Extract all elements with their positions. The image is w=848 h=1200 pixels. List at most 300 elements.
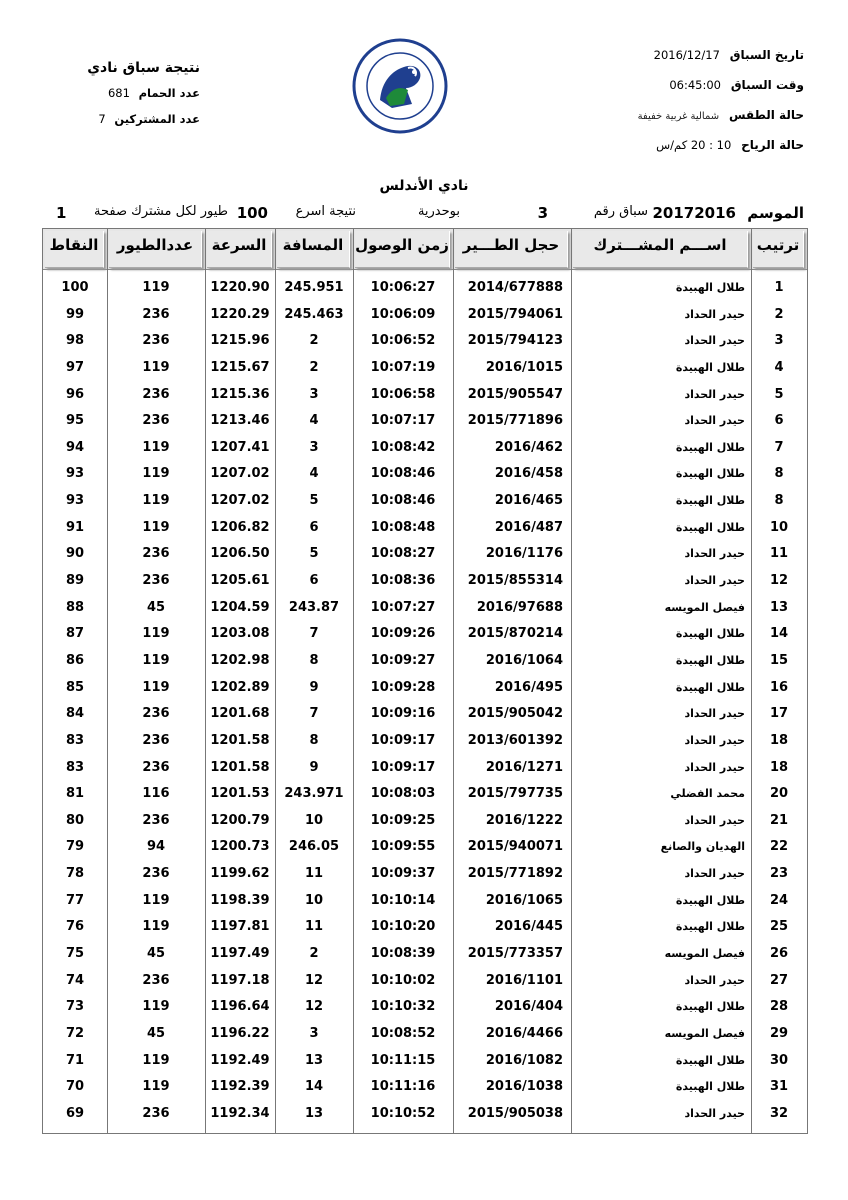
name-cell: طلال الهبيدة xyxy=(675,653,745,667)
club-name: نادي الأندلس xyxy=(379,178,469,194)
wind-value: 10 : 20 كم/س xyxy=(656,138,732,152)
table-row xyxy=(43,781,807,808)
season-value-wrap xyxy=(653,204,737,222)
arrival-cell: 10:06:09 xyxy=(370,306,436,322)
ring-cell: 2015/940071 xyxy=(467,839,563,855)
birds-cell: 119 xyxy=(142,1079,170,1095)
name-cell: طلال الهبيدة xyxy=(675,520,745,534)
rank-cell: 29 xyxy=(769,1025,789,1041)
race-time: 06:45:00 xyxy=(669,78,721,92)
result-title: نتيجة سباق نادي xyxy=(87,60,200,76)
ring-cell: 2015/794061 xyxy=(467,306,563,322)
birds-cell: 119 xyxy=(142,892,170,908)
table-header xyxy=(43,229,807,270)
birds-cell: 119 xyxy=(142,280,170,295)
table-row xyxy=(43,435,807,462)
rank-cell: 1 xyxy=(774,280,784,295)
name-cell: طلال الهبيدة xyxy=(675,1053,745,1067)
table-row xyxy=(43,1048,807,1075)
name-cell: حيدر الحداد xyxy=(684,707,745,721)
distance-cell: 14 xyxy=(304,1079,324,1095)
points-cell: 99 xyxy=(65,306,85,322)
rank-cell: 5 xyxy=(774,386,784,402)
rank-cell: 15 xyxy=(769,652,789,668)
race-time-label: وقت السباق xyxy=(730,78,804,92)
distance-cell: 3 xyxy=(309,439,319,455)
col-rank: ترتيب xyxy=(753,231,804,268)
table-row xyxy=(43,568,807,595)
ring-cell: 2015/905547 xyxy=(467,386,563,402)
rank-cell: 2 xyxy=(774,306,784,322)
speed-cell: 1220.90 xyxy=(210,280,270,295)
distance-cell: 4 xyxy=(309,413,319,429)
speed-cell: 1201.58 xyxy=(210,759,270,775)
points-cell: 70 xyxy=(65,1079,85,1095)
rank-cell: 26 xyxy=(769,946,789,962)
arrival-cell: 10:07:27 xyxy=(370,599,436,615)
name-cell: طلال الهبيدة xyxy=(675,281,745,294)
speed-cell: 1215.96 xyxy=(210,333,270,349)
ring-cell: 2016/465 xyxy=(494,493,563,509)
rank-cell: 13 xyxy=(769,599,789,615)
speed-cell: 1198.39 xyxy=(210,892,270,908)
birds-cell: 119 xyxy=(142,493,170,509)
points-cell: 83 xyxy=(65,732,85,748)
participants-count: 7 xyxy=(98,112,106,126)
speed-cell: 1202.89 xyxy=(210,679,270,695)
arrival-cell: 10:09:26 xyxy=(370,626,436,642)
points-cell: 77 xyxy=(65,892,85,908)
ring-cell: 2015/905042 xyxy=(467,706,563,722)
distance-cell: 8 xyxy=(309,652,319,668)
table-row xyxy=(43,994,807,1021)
name-cell: محمد الفضلي xyxy=(670,787,745,801)
name-cell: حيدر الحداد xyxy=(684,1106,745,1120)
table-row xyxy=(43,808,807,835)
table-row xyxy=(43,488,807,515)
rank-cell: 16 xyxy=(769,679,789,695)
speed-cell: 1200.79 xyxy=(210,812,270,828)
points-cell: 84 xyxy=(65,706,85,722)
points-cell: 71 xyxy=(65,1052,85,1068)
name-cell: طلال الهبيدة xyxy=(675,920,745,934)
points-cell: 75 xyxy=(65,946,85,962)
birds-cell: 236 xyxy=(142,386,170,402)
name-cell: طلال الهبيدة xyxy=(675,440,745,454)
rank-cell: 32 xyxy=(769,1105,789,1121)
birds-cell: 119 xyxy=(142,359,170,375)
ring-cell: 2016/1015 xyxy=(485,359,563,375)
name-cell: فيصل المويسه xyxy=(664,1026,745,1040)
name-cell: طلال الهبيدة xyxy=(675,680,745,694)
rank-cell: 18 xyxy=(769,759,789,775)
table-row xyxy=(43,621,807,648)
table-row xyxy=(43,675,807,702)
arrival-cell: 10:08:42 xyxy=(370,439,436,455)
ring-cell: 2014/677888 xyxy=(467,280,563,295)
table-row xyxy=(43,515,807,542)
season-label: الموسم xyxy=(747,204,804,222)
col-arrival: زمن الوصول xyxy=(355,231,450,268)
race-no-label: سباق رقم xyxy=(593,204,648,219)
table-row xyxy=(43,701,807,728)
name-cell: حيدر الحداد xyxy=(684,574,745,588)
name-cell: فيصل المويسه xyxy=(664,947,745,961)
table-row xyxy=(43,1101,807,1128)
points-cell: 98 xyxy=(65,333,85,349)
col-birds: عددالطيور xyxy=(109,231,202,268)
ring-cell: 2016/1271 xyxy=(485,759,563,775)
distance-cell: 13 xyxy=(304,1052,324,1068)
table-row xyxy=(43,888,807,915)
name-cell: حيدر الحداد xyxy=(684,414,745,428)
arrival-cell: 10:08:46 xyxy=(370,493,436,509)
birds-cell: 119 xyxy=(142,439,170,455)
distance-cell: 6 xyxy=(309,573,319,589)
col-ring: حجل الطـــير xyxy=(455,231,568,268)
distance-cell: 243.87 xyxy=(288,599,340,615)
rank-cell: 27 xyxy=(769,972,789,988)
speed-cell: 1202.98 xyxy=(210,652,270,668)
distance-cell: 10 xyxy=(304,812,324,828)
federation-logo-icon xyxy=(352,38,448,134)
points-cell: 86 xyxy=(65,652,85,668)
speed-cell: 1206.50 xyxy=(210,546,270,562)
points-cell: 81 xyxy=(65,786,85,802)
birds-cell: 236 xyxy=(142,972,170,988)
points-cell: 72 xyxy=(65,1025,85,1041)
table-row xyxy=(43,728,807,755)
rank-cell: 21 xyxy=(769,812,789,828)
distance-cell: 12 xyxy=(304,999,324,1015)
birds-cell: 45 xyxy=(146,946,166,962)
name-cell: حيدر الحداد xyxy=(684,733,745,747)
arrival-cell: 10:06:27 xyxy=(370,280,436,295)
speed-cell: 1215.67 xyxy=(210,359,270,375)
birds-cell: 119 xyxy=(142,999,170,1015)
fastest-label: نتيجة اسرع xyxy=(295,204,356,219)
ring-cell: 2016/462 xyxy=(494,439,563,455)
page-number: 1 xyxy=(56,204,67,222)
points-cell: 80 xyxy=(65,812,85,828)
name-cell: طلال الهبيدة xyxy=(675,627,745,641)
birds-cell: 236 xyxy=(142,573,170,589)
points-cell: 95 xyxy=(65,413,85,429)
birds-cell: 94 xyxy=(146,839,166,855)
table-row xyxy=(43,461,807,488)
race-no: 3 xyxy=(537,204,548,222)
birds-cell: 236 xyxy=(142,1105,170,1121)
distance-cell: 243.971 xyxy=(284,786,344,802)
table-row xyxy=(43,755,807,782)
table-row xyxy=(43,382,807,409)
result-summary xyxy=(80,60,200,136)
rank-cell: 30 xyxy=(769,1052,789,1068)
birds-cell: 119 xyxy=(142,652,170,668)
wind-label: حالة الرياح xyxy=(741,138,804,152)
speed-cell: 1204.59 xyxy=(210,599,270,615)
name-cell: حيدر الحداد xyxy=(684,973,745,987)
rank-cell: 31 xyxy=(769,1079,789,1095)
rank-cell: 12 xyxy=(769,573,789,589)
table-row xyxy=(43,968,807,995)
arrival-cell: 10:06:52 xyxy=(370,333,436,349)
ring-cell: 2016/1176 xyxy=(485,546,563,562)
distance-cell: 9 xyxy=(309,759,319,775)
participants-label: عدد المشتركين xyxy=(114,112,200,126)
page-wrap xyxy=(56,204,66,222)
speed-cell: 1207.02 xyxy=(210,466,270,482)
name-cell: حيدر الحداد xyxy=(684,867,745,881)
speed-cell: 1207.41 xyxy=(210,439,270,455)
birds-cell: 119 xyxy=(142,626,170,642)
table-row xyxy=(43,834,807,861)
rank-cell: 4 xyxy=(774,359,784,375)
ring-cell: 2015/773357 xyxy=(467,946,563,962)
rank-cell: 10 xyxy=(769,519,789,535)
arrival-cell: 10:06:58 xyxy=(370,386,436,402)
name-cell: حيدر الحداد xyxy=(684,547,745,561)
arrival-cell: 10:09:17 xyxy=(370,732,436,748)
table-row xyxy=(43,595,807,622)
results-table xyxy=(42,228,808,1134)
location: بوحدرية xyxy=(417,204,460,219)
ring-cell: 2015/771892 xyxy=(467,866,563,882)
ring-cell: 2015/905038 xyxy=(467,1105,563,1121)
birds-cell: 236 xyxy=(142,546,170,562)
ring-cell: 2016/1101 xyxy=(485,972,563,988)
birds-cell: 119 xyxy=(142,919,170,935)
arrival-cell: 10:09:25 xyxy=(370,812,436,828)
name-cell: فيصل المويسه xyxy=(664,600,745,614)
name-cell: حيدر الحداد xyxy=(684,334,745,348)
speed-cell: 1197.81 xyxy=(210,919,270,935)
birds-cell: 119 xyxy=(142,519,170,535)
rank-cell: 18 xyxy=(769,732,789,748)
ring-cell: 2015/797735 xyxy=(467,786,563,802)
speed-cell: 1201.53 xyxy=(210,786,270,802)
points-cell: 74 xyxy=(65,972,85,988)
race-info xyxy=(544,44,804,164)
ring-cell: 2016/1222 xyxy=(485,812,563,828)
points-cell: 79 xyxy=(65,839,85,855)
birds-per-label: طيور لكل مشترك صفحة xyxy=(94,204,228,219)
arrival-cell: 10:11:16 xyxy=(370,1079,436,1095)
name-cell: الهديان والصانع xyxy=(660,840,745,854)
rank-cell: 23 xyxy=(769,866,789,882)
arrival-cell: 10:10:52 xyxy=(370,1105,436,1121)
speed-cell: 1206.82 xyxy=(210,519,270,535)
arrival-cell: 10:09:37 xyxy=(370,866,436,882)
ring-cell: 2016/1082 xyxy=(485,1052,563,1068)
name-cell: طلال الهبيدة xyxy=(675,893,745,907)
distance-cell: 13 xyxy=(304,1105,324,1121)
points-cell: 87 xyxy=(65,626,85,642)
table-row xyxy=(43,914,807,941)
distance-cell: 7 xyxy=(309,706,319,722)
birds-cell: 119 xyxy=(142,679,170,695)
weather-label: حالة الطقس xyxy=(728,108,804,122)
speed-cell: 1197.49 xyxy=(210,946,270,962)
ring-cell: 2016/458 xyxy=(494,466,563,482)
fastest-value: 100 xyxy=(236,204,268,222)
col-name: اســـم المشـــترك xyxy=(573,231,748,268)
ring-cell: 2015/855314 xyxy=(467,573,563,589)
points-cell: 91 xyxy=(65,519,85,535)
table-row xyxy=(43,861,807,888)
points-cell: 89 xyxy=(65,573,85,589)
points-cell: 73 xyxy=(65,999,85,1015)
speed-cell: 1215.36 xyxy=(210,386,270,402)
distance-cell: 11 xyxy=(304,866,324,882)
ring-cell: 2015/870214 xyxy=(467,626,563,642)
arrival-cell: 10:09:16 xyxy=(370,706,436,722)
speed-cell: 1192.49 xyxy=(210,1052,270,1068)
distance-cell: 11 xyxy=(304,919,324,935)
table-row xyxy=(43,648,807,675)
birds-cell: 236 xyxy=(142,759,170,775)
arrival-cell: 10:08:27 xyxy=(370,546,436,562)
points-cell: 97 xyxy=(65,359,85,375)
speed-cell: 1207.02 xyxy=(210,493,270,509)
table-row xyxy=(43,1074,807,1101)
speed-cell: 1192.39 xyxy=(210,1079,270,1095)
speed-cell: 1196.22 xyxy=(210,1025,270,1041)
arrival-cell: 10:09:55 xyxy=(370,839,436,855)
distance-cell: 245.463 xyxy=(284,306,344,322)
distance-cell: 6 xyxy=(309,519,319,535)
arrival-cell: 10:09:17 xyxy=(370,759,436,775)
arrival-cell: 10:07:17 xyxy=(370,413,436,429)
speed-cell: 1200.73 xyxy=(210,839,270,855)
birds-cell: 236 xyxy=(142,866,170,882)
birds-cell: 119 xyxy=(142,466,170,482)
table-row xyxy=(43,302,807,329)
points-cell: 96 xyxy=(65,386,85,402)
race-no-wrap xyxy=(538,204,548,222)
name-cell: حيدر الحداد xyxy=(684,387,745,401)
race-date-label: تاريخ السباق xyxy=(729,48,804,62)
speed-cell: 1196.64 xyxy=(210,999,270,1015)
table-row xyxy=(43,355,807,382)
birds-cell: 236 xyxy=(142,413,170,429)
birds-cell: 116 xyxy=(142,786,170,802)
rank-cell: 7 xyxy=(774,439,784,455)
ring-cell: 2013/601392 xyxy=(467,732,563,748)
ring-cell: 2016/97688 xyxy=(476,599,563,615)
birds-cell: 119 xyxy=(142,1052,170,1068)
pigeons-label: عدد الحمام xyxy=(138,86,200,100)
arrival-cell: 10:08:46 xyxy=(370,466,436,482)
rank-cell: 24 xyxy=(769,892,789,908)
points-cell: 93 xyxy=(65,493,85,509)
ring-cell: 2015/794123 xyxy=(467,333,563,349)
ring-cell: 2016/1038 xyxy=(485,1079,563,1095)
name-cell: طلال الهبيدة xyxy=(675,1000,745,1014)
name-cell: حيدر الحداد xyxy=(684,307,745,321)
arrival-cell: 10:10:32 xyxy=(370,999,436,1015)
distance-cell: 8 xyxy=(309,732,319,748)
distance-cell: 5 xyxy=(309,546,319,562)
col-speed: السرعة xyxy=(207,231,272,268)
arrival-cell: 10:10:20 xyxy=(370,919,436,935)
distance-cell: 2 xyxy=(309,333,319,349)
distance-cell: 5 xyxy=(309,493,319,509)
birds-cell: 236 xyxy=(142,333,170,349)
arrival-cell: 10:08:48 xyxy=(370,519,436,535)
distance-cell: 4 xyxy=(309,466,319,482)
distance-cell: 12 xyxy=(304,972,324,988)
points-cell: 76 xyxy=(65,919,85,935)
ring-cell: 2016/487 xyxy=(494,519,563,535)
distance-cell: 245.951 xyxy=(284,280,344,295)
season-label-wrap xyxy=(747,204,804,222)
rank-cell: 6 xyxy=(774,413,784,429)
rank-cell: 22 xyxy=(769,839,789,855)
rank-cell: 20 xyxy=(769,786,789,802)
table-row xyxy=(43,941,807,968)
rank-cell: 3 xyxy=(774,333,784,349)
name-cell: حيدر الحداد xyxy=(684,813,745,827)
arrival-cell: 10:08:39 xyxy=(370,946,436,962)
distance-cell: 2 xyxy=(309,359,319,375)
col-points: النقاط xyxy=(45,231,104,268)
name-cell: طلال الهبيدة xyxy=(675,360,745,374)
distance-cell: 10 xyxy=(304,892,324,908)
rank-cell: 17 xyxy=(769,706,789,722)
distance-cell: 2 xyxy=(309,946,319,962)
ring-cell: 2016/445 xyxy=(494,919,563,935)
name-cell: طلال الهبيدة xyxy=(675,467,745,481)
speed-cell: 1201.58 xyxy=(210,732,270,748)
speed-cell: 1197.18 xyxy=(210,972,270,988)
pigeons-count: 681 xyxy=(107,86,130,100)
arrival-cell: 10:08:52 xyxy=(370,1025,436,1041)
points-cell: 90 xyxy=(65,546,85,562)
points-cell: 85 xyxy=(65,679,85,695)
arrival-cell: 10:09:27 xyxy=(370,652,436,668)
name-cell: طلال الهبيدة xyxy=(675,1080,745,1094)
weather-value: شمالية غربية خفيفة xyxy=(637,111,720,122)
speed-cell: 1199.62 xyxy=(210,866,270,882)
birds-cell: 236 xyxy=(142,812,170,828)
rank-cell: 28 xyxy=(769,999,789,1015)
season-value: 20172016 xyxy=(652,204,736,222)
col-distance: المسافة xyxy=(277,231,350,268)
birds-cell: 45 xyxy=(146,599,166,615)
speed-cell: 1213.46 xyxy=(210,413,270,429)
birds-cell: 45 xyxy=(146,1025,166,1041)
speed-cell: 1192.34 xyxy=(210,1105,270,1121)
speed-cell: 1220.29 xyxy=(210,306,270,322)
ring-cell: 2016/1065 xyxy=(485,892,563,908)
speed-cell: 1203.08 xyxy=(210,626,270,642)
points-cell: 88 xyxy=(65,599,85,615)
distance-cell: 9 xyxy=(309,679,319,695)
distance-cell: 7 xyxy=(309,626,319,642)
arrival-cell: 10:11:15 xyxy=(370,1052,436,1068)
points-cell: 93 xyxy=(65,466,85,482)
ring-cell: 2016/404 xyxy=(494,999,563,1015)
ring-cell: 2015/771896 xyxy=(467,413,563,429)
rank-cell: 25 xyxy=(769,919,789,935)
rank-cell: 14 xyxy=(769,626,789,642)
table-row xyxy=(43,408,807,435)
points-cell: 69 xyxy=(65,1105,85,1121)
birds-cell: 236 xyxy=(142,732,170,748)
points-cell: 94 xyxy=(65,439,85,455)
race-date: 2016/12/17 xyxy=(653,48,720,62)
